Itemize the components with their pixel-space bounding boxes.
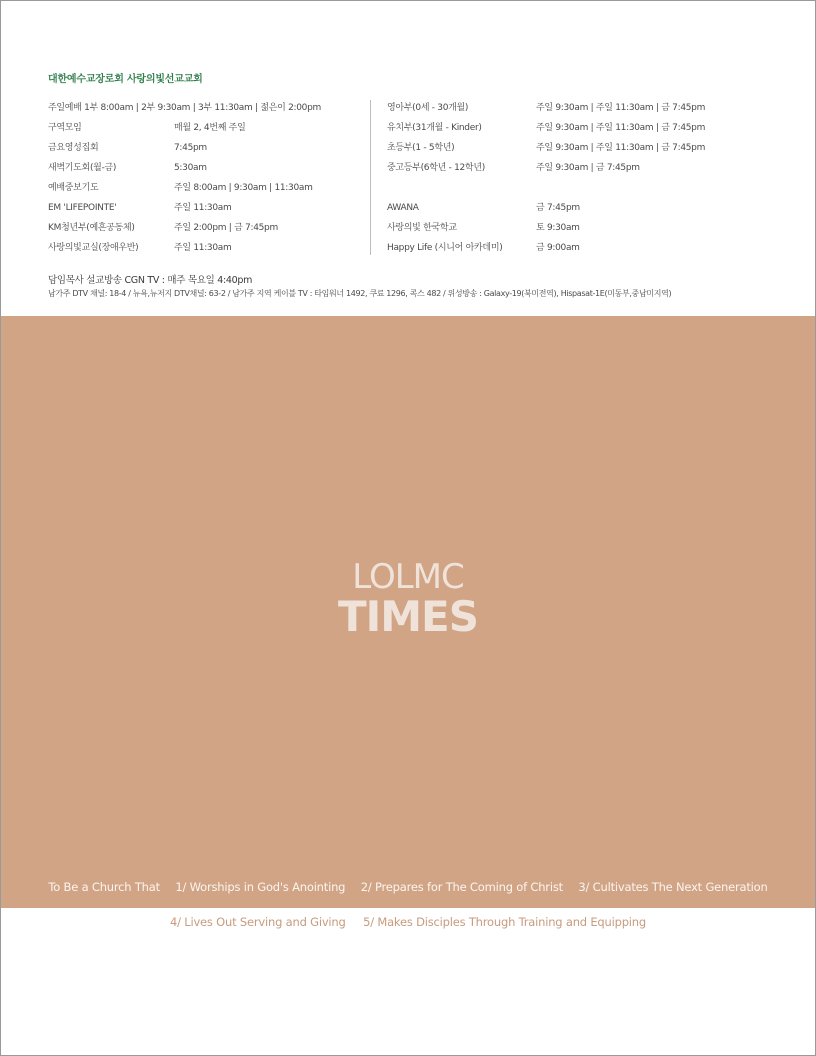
schedule-row — [48, 178, 368, 198]
schedule-label: 구역모임 — [48, 123, 82, 133]
logo-line-1: LOLMC — [352, 557, 464, 597]
church-name: 대한예수교장로회 사랑의빛선교교회 — [48, 74, 203, 85]
mission-item-3: 3/ Cultivates The Next Generation — [578, 880, 768, 894]
schedule-value: 주일 9:30am | 금 7:45pm — [536, 163, 640, 173]
schedule-label: 사랑의빛교실(장애우반) — [48, 243, 139, 253]
schedule-row — [387, 238, 777, 258]
schedule-label: 초등부(1 - 5학년) — [387, 143, 455, 153]
schedule-row — [387, 98, 777, 118]
schedule-label: 예배중보기도 — [48, 183, 99, 193]
schedule-value: 토 9:30am — [536, 223, 580, 233]
schedule-label: 금요영성집회 — [48, 143, 99, 153]
broadcast-title: 담임목사 설교방송 CGN TV : 매주 목요일 4:40pm — [48, 275, 253, 286]
schedule-row — [387, 118, 777, 138]
schedule-value: 주일 11:30am — [174, 203, 232, 213]
schedule-value: 금 7:45pm — [536, 203, 580, 213]
schedule-label: KM청년부(예흔공동체) — [48, 223, 135, 233]
schedule-value: 주일 9:30am | 주일 11:30am | 금 7:45pm — [536, 143, 706, 153]
schedule-row — [48, 198, 368, 218]
schedule-value: 주일 8:00am | 9:30am | 11:30am — [174, 183, 313, 193]
schedule-value: 주일 9:30am | 주일 11:30am | 금 7:45pm — [536, 123, 706, 133]
cover-hero — [1, 316, 815, 908]
mission-statement-line-1 — [1, 880, 815, 894]
column-divider — [370, 100, 371, 255]
schedule-row — [387, 198, 777, 218]
schedule-value: 7:45pm — [174, 143, 207, 153]
schedule-row — [48, 218, 368, 238]
schedule-row — [48, 118, 368, 138]
mission-statement-line-2 — [0, 915, 816, 929]
schedule-row — [387, 138, 777, 158]
mission-intro: To Be a Church That — [48, 880, 160, 894]
schedule-label: 주일예배 1부 8:00am | 2부 9:30am | 3부 11:30am | 젊은이 2:00pm — [48, 103, 321, 113]
mission-item-1: 1/ Worships in God's Anointing — [175, 880, 346, 894]
schedule-value: 매월 2, 4번째 주일 — [174, 123, 246, 133]
schedule-value: 5:30am — [174, 163, 207, 173]
schedule-row — [48, 238, 368, 258]
schedule-value: 주일 2:00pm | 금 7:45pm — [174, 223, 278, 233]
lolmc-times-logo — [1, 559, 815, 639]
schedule-label: 새벽기도회(월-금) — [48, 163, 117, 173]
schedule-row — [48, 158, 368, 178]
mission-item-5: 5/ Makes Disciples Through Training and Equipping — [363, 915, 646, 929]
schedule-value: 주일 9:30am | 주일 11:30am | 금 7:45pm — [536, 103, 706, 113]
schedule-row — [387, 218, 777, 238]
schedule-value: 금 9:00am — [536, 243, 580, 253]
schedule-label: EM 'LIFEPOINTE' — [48, 203, 117, 213]
schedule-label: AWANA — [387, 203, 419, 213]
mission-item-4: 4/ Lives Out Serving and Giving — [170, 915, 346, 929]
schedule-value: 주일 11:30am — [174, 243, 232, 253]
logo-line-2: TIMES — [337, 592, 478, 641]
broadcast-detail: 남가주 DTV 채널: 18-4 / 뉴욕,뉴저지 DTV채널: 63-2 / 남가주 지역 케이블 TV : 타임워너 1492, 쿠료 1296, 콕스 482 / 위성방송 : Galaxy-19(북미전역), Hispasat-1E(미동부,중남미지역) — [48, 289, 672, 298]
schedule-label: 중고등부(6학년 - 12학년) — [387, 163, 485, 173]
schedule-label: Happy Life (시니어 아카데미) — [387, 243, 503, 253]
schedule-label: 사랑의빛 한국학교 — [387, 223, 457, 233]
schedule-label: 영아부(0세 - 30개월) — [387, 103, 469, 113]
mission-item-2: 2/ Prepares for The Coming of Christ — [360, 880, 563, 894]
schedule-label: 유치부(31개월 - Kinder) — [387, 123, 482, 133]
schedule-row — [48, 98, 368, 118]
schedule-row — [387, 158, 777, 178]
schedule-row — [48, 138, 368, 158]
